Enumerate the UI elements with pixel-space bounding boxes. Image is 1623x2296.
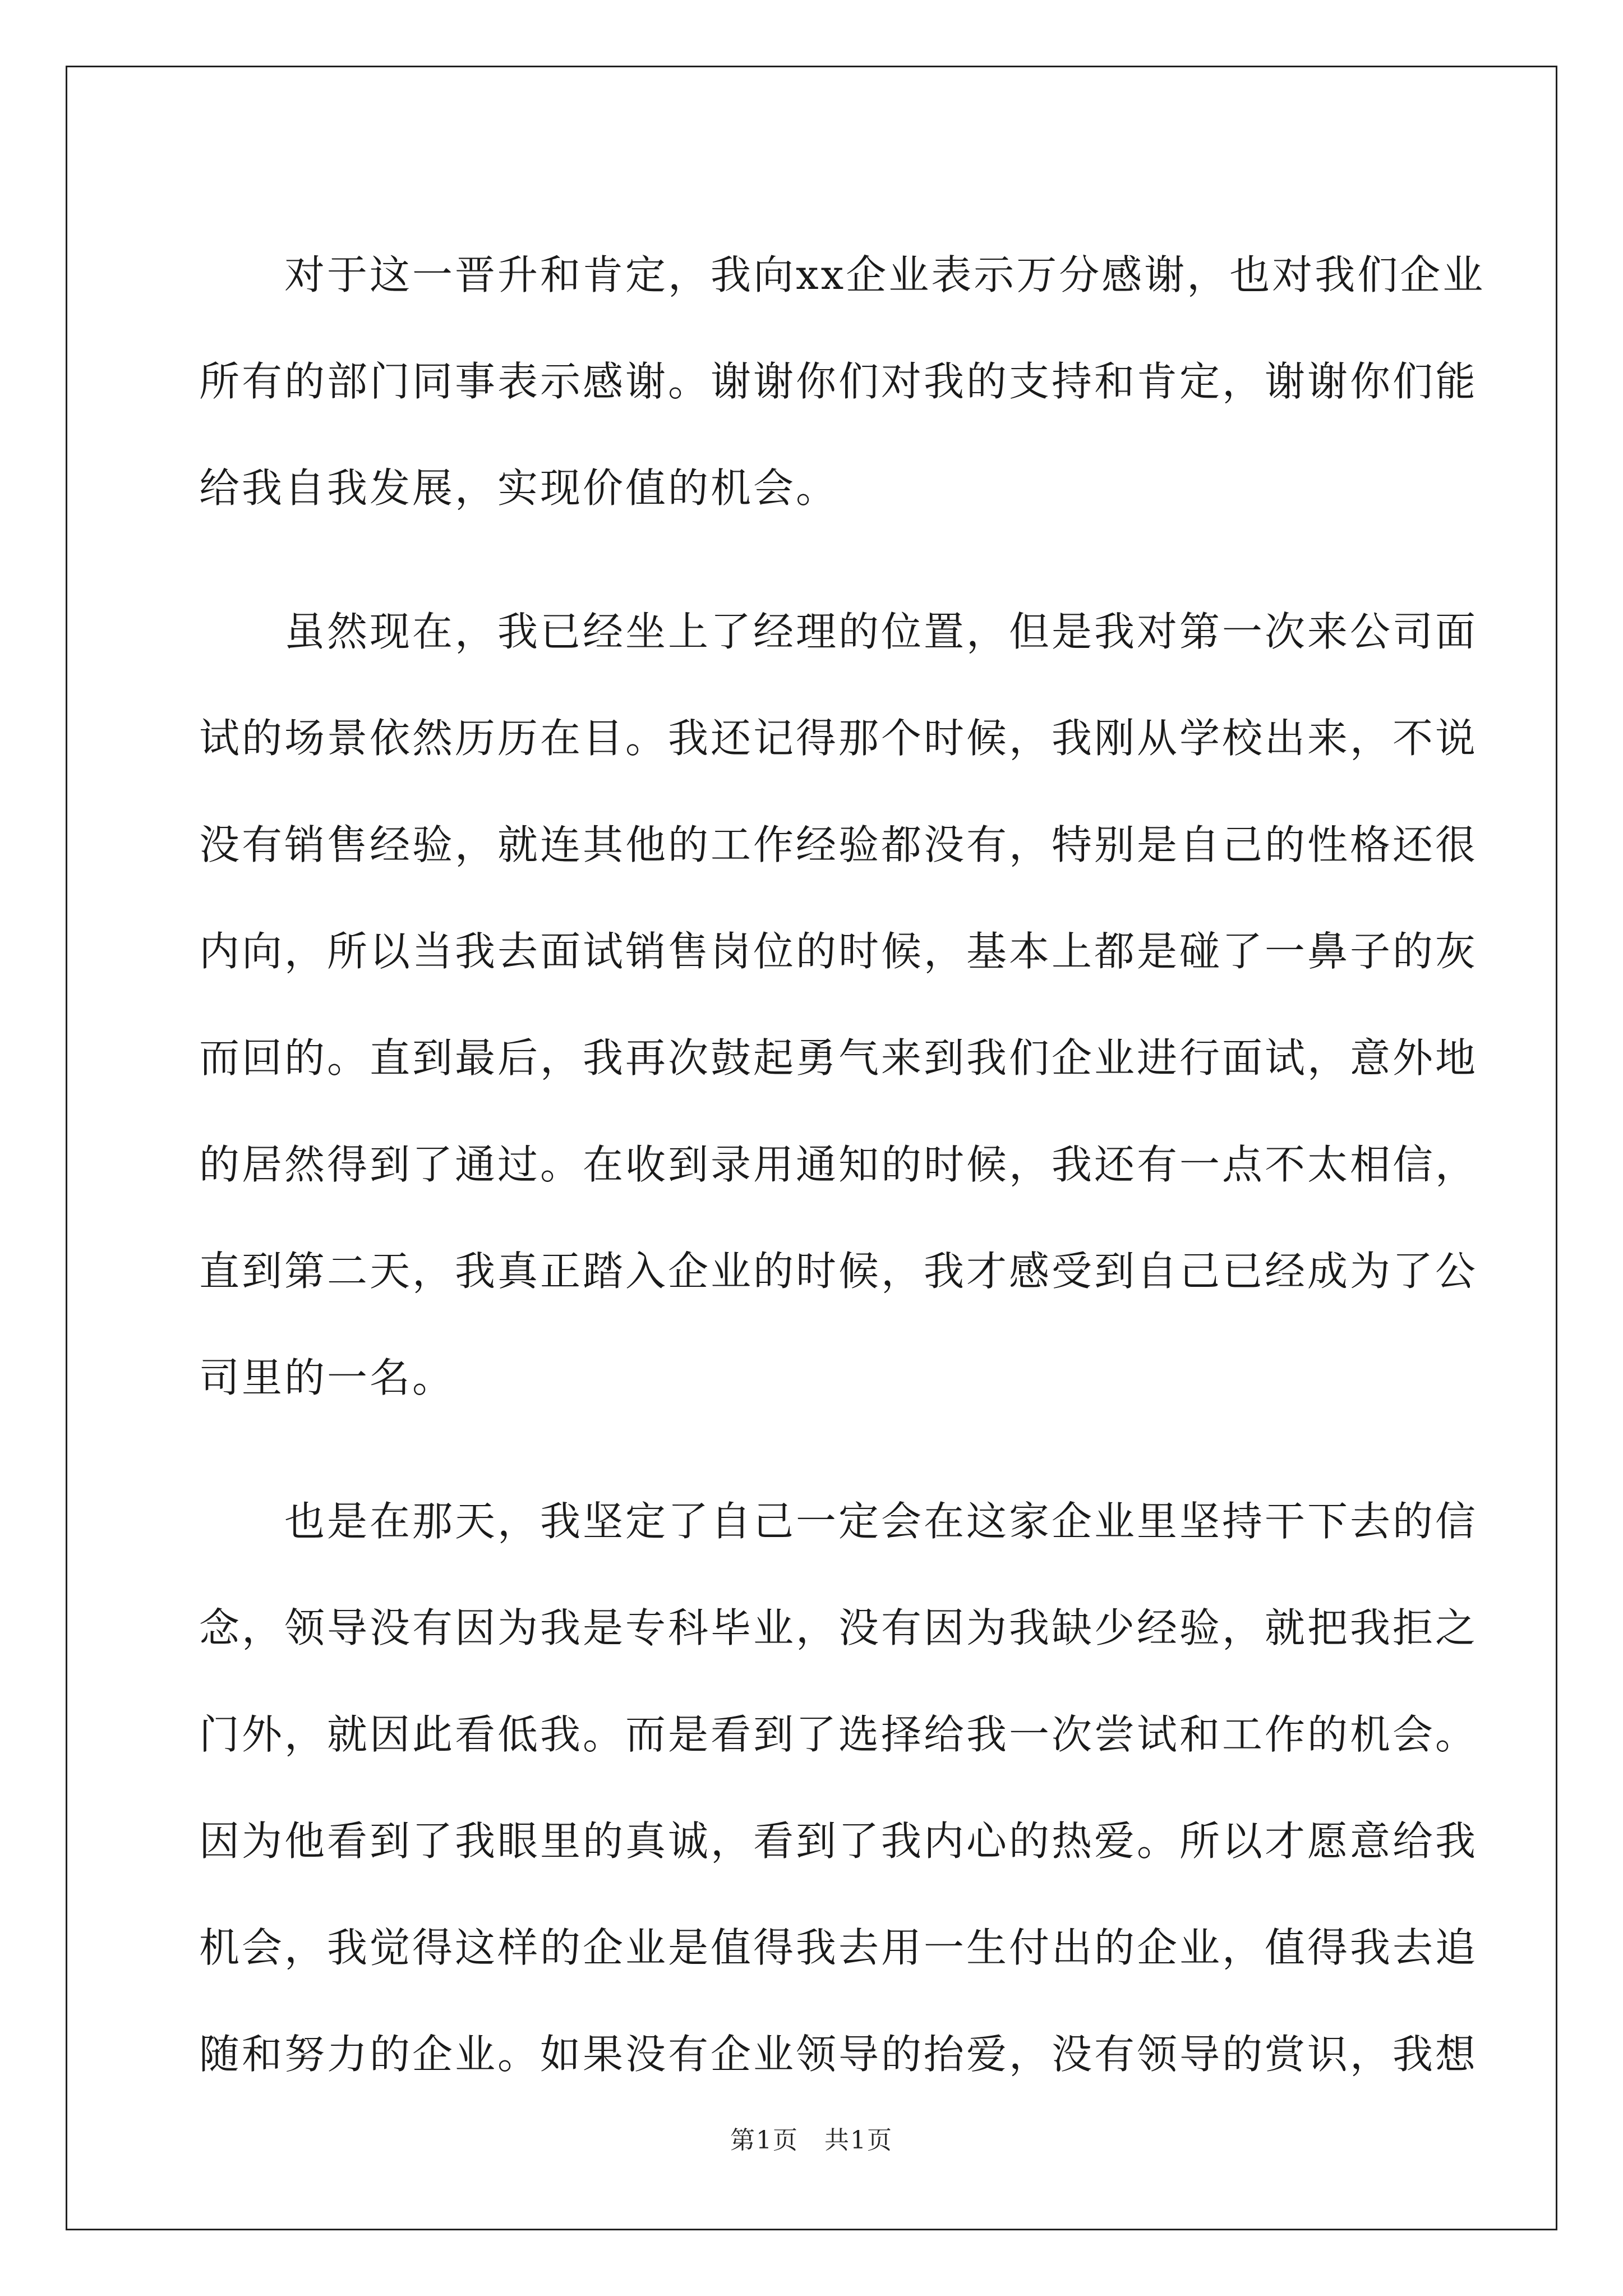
paragraph-3 [199,1468,1478,2108]
text-line: 试的场景依然历历在目。我还记得那个时候，我刚从学校出来，不说 [199,715,1478,762]
text-line: 的居然得到了通过。在收到录用通知的时候，我还有一点不太相信， [199,1141,1478,1188]
text-line: 而回的。直到最后，我再次鼓起勇气来到我们企业进行面试，意外地 [199,1034,1478,1082]
text-line: 随和努力的企业。如果没有企业领导的抬爱，没有领导的赏识，我想 [199,2031,1478,2078]
page-number-total: 共1页 [824,2126,893,2155]
text-line: 司里的一名。 [199,1354,455,1401]
text-line: 给我自我发展，实现价值的机会。 [199,464,839,512]
text-line: 直到第二天，我真正踏入企业的时候，我才感受到自己已经成为了公 [199,1248,1478,1295]
text-line: 门外，就因此看低我。而是看到了选择给我一次尝试和工作的机会。 [199,1711,1478,1758]
text-line: 因为他看到了我眼里的真诚，看到了我内心的热爱。所以才愿意给我 [199,1818,1478,1865]
text-line: 也是在那天，我坚定了自己一定会在这家企业里坚持干下去的信 [199,1498,1478,1545]
paragraph-1 [199,222,1486,541]
page-number-current: 第1页 [730,2126,799,2155]
text-line: 所有的部门同事表示感谢。谢谢你们对我的支持和肯定，谢谢你们能 [199,358,1478,405]
page-footer [0,2124,1623,2157]
text-line: 没有销售经验，就连其他的工作经验都没有，特别是自己的性格还很 [199,821,1478,868]
text-line: 对于这一晋升和肯定，我向xx企业表示万分感谢，也对我们企业 [199,251,1486,298]
text-line: 虽然现在，我已经坐上了经理的位置，但是我对第一次来公司面 [199,608,1478,655]
paragraph-2 [199,578,1478,1431]
text-line: 机会，我觉得这样的企业是值得我去用一生付出的企业，值得我去追 [199,1924,1478,1971]
text-line: 内向，所以当我去面试销售岗位的时候，基本上都是碰了一鼻子的灰 [199,928,1478,975]
document-body [199,222,1486,2145]
text-line: 念，领导没有因为我是专科毕业，没有因为我缺少经验，就把我拒之 [199,1604,1478,1651]
